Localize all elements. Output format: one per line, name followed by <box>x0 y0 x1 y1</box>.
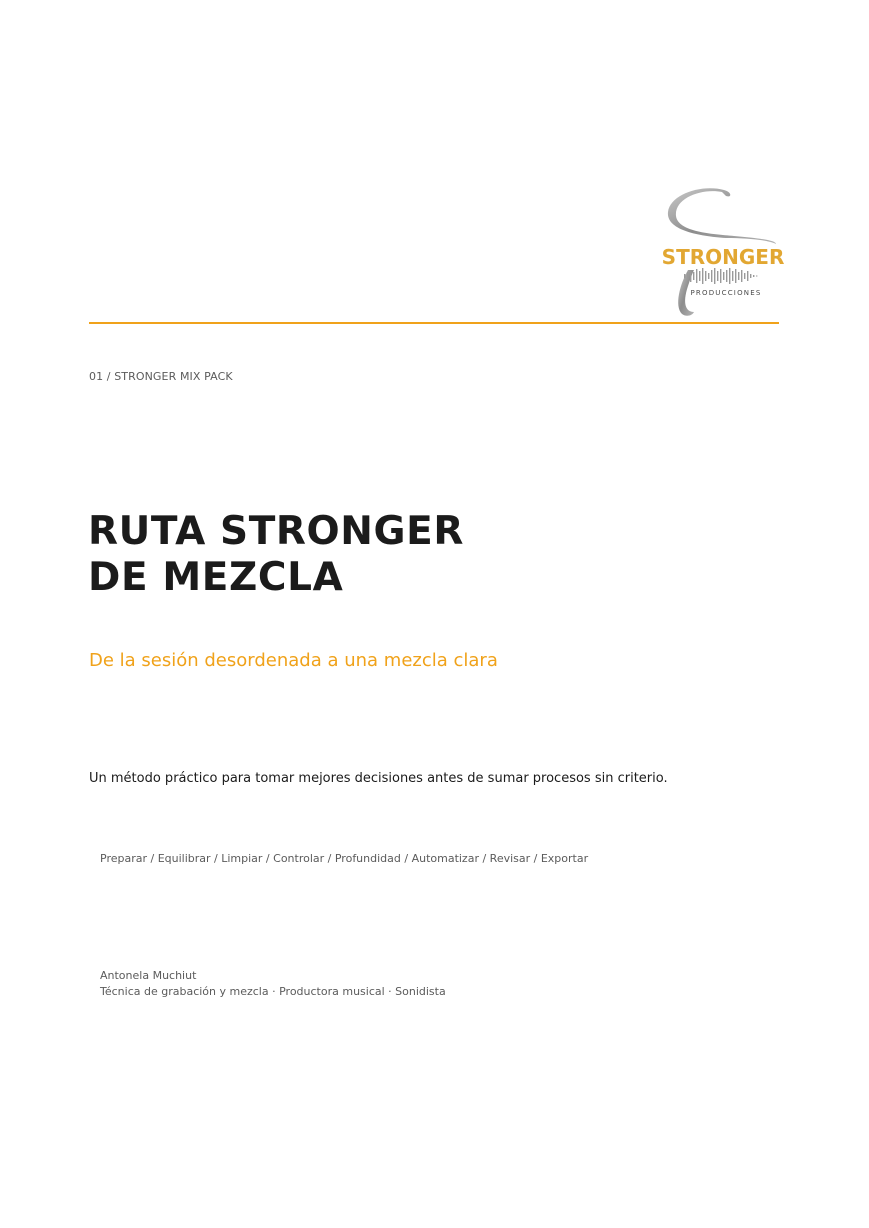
logo-wordmark: STRONGER <box>662 245 784 269</box>
logo-tagline: PRODUCCIONES <box>690 289 762 297</box>
title-line-2: DE MEZCLA <box>88 555 344 600</box>
stronger-s-waveform-icon <box>662 186 784 318</box>
section-kicker: 01 / STRONGER MIX PACK <box>89 370 233 383</box>
author-role: Técnica de grabación y mezcla · Productora musical · Sonidista <box>100 985 446 998</box>
title-line-1: RUTA STRONGER <box>88 509 465 554</box>
method-steps: Preparar / Equilibrar / Limpiar / Controlar / Profundidad / Automatizar / Revisar / Exportar <box>100 852 589 865</box>
page-title <box>88 509 464 601</box>
author-name: Antonela Muchiut <box>100 969 197 982</box>
header-divider <box>89 322 779 324</box>
brand-logo <box>662 186 784 318</box>
intro-text: Un método práctico para tomar mejores decisiones antes de sumar procesos sin criterio. <box>89 771 668 786</box>
author-block <box>100 968 446 1000</box>
page-subtitle: De la sesión desordenada a una mezcla clara <box>89 650 498 671</box>
